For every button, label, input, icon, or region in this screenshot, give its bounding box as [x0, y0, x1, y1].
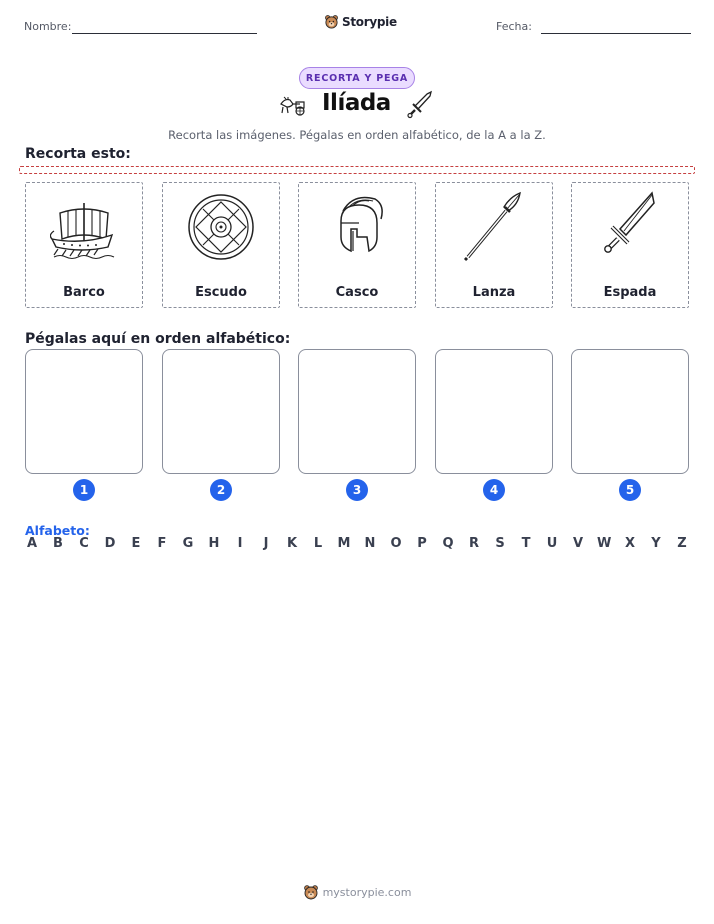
- spear-icon: [460, 191, 528, 263]
- bear-mascot-icon: [324, 14, 339, 29]
- card-escudo[interactable]: [162, 182, 280, 308]
- alphabet-letter: N: [364, 536, 376, 551]
- paste-box-3[interactable]: [298, 349, 416, 474]
- cut-line: [19, 166, 695, 174]
- alphabet-letter: M: [337, 536, 351, 551]
- alphabet-letter: B: [53, 536, 63, 551]
- alphabet-letter: G: [182, 536, 194, 551]
- paste-box-4[interactable]: [435, 349, 553, 474]
- brand-name: Storypie: [342, 14, 397, 29]
- alphabet-letter: P: [417, 536, 427, 551]
- date-line[interactable]: [541, 33, 691, 34]
- alphabet-letter: F: [157, 536, 167, 551]
- card-label: Escudo: [195, 285, 247, 300]
- alphabet-letter: V: [572, 536, 584, 551]
- name-label: Nombre:: [24, 20, 72, 33]
- brand-logo: [324, 14, 397, 29]
- sword-icon: [405, 90, 435, 122]
- card-label: Lanza: [472, 285, 516, 300]
- alphabet-title: Alfabeto:: [25, 523, 90, 538]
- alphabet-letter: E: [131, 536, 141, 551]
- activity-badge: RECORTA Y PEGA: [299, 67, 415, 89]
- date-label: Fecha:: [496, 20, 532, 33]
- alphabet-letter: K: [286, 536, 298, 551]
- sword-icon: [596, 191, 664, 263]
- card-espada[interactable]: [571, 182, 689, 308]
- card-lanza[interactable]: [435, 182, 553, 308]
- footer: [0, 884, 714, 900]
- alphabet-letter: C: [79, 536, 89, 551]
- alphabet-letter: O: [390, 536, 402, 551]
- card-label: Casco: [335, 285, 379, 300]
- alphabet-letter: Z: [677, 536, 687, 551]
- alphabet-letter: Q: [442, 536, 454, 551]
- alphabet-letter: R: [468, 536, 479, 551]
- alphabet-letter: X: [624, 536, 636, 551]
- paste-box-1[interactable]: [25, 349, 143, 474]
- number-badge-5: 5: [619, 479, 641, 501]
- footer-site[interactable]: mystorypie.com: [322, 885, 412, 899]
- bear-mascot-icon: [303, 884, 319, 900]
- chariot-icon: [278, 96, 308, 116]
- alphabet-letter: J: [263, 536, 269, 551]
- page-title: Ilíada: [322, 90, 391, 116]
- name-line[interactable]: [72, 33, 257, 34]
- alphabet-letter: W: [597, 536, 612, 551]
- alphabet-letter: Y: [651, 536, 661, 551]
- alphabet-row: [25, 536, 689, 551]
- alphabet-letter: T: [521, 536, 531, 551]
- card-label: Barco: [63, 285, 105, 300]
- number-badge-4: 4: [483, 479, 505, 501]
- alphabet-letter: D: [104, 536, 116, 551]
- instructions: Recorta las imágenes. Pégalas en orden alfabético, de la A a la Z.: [168, 128, 546, 142]
- title-row: [0, 90, 714, 124]
- card-casco[interactable]: [298, 182, 416, 308]
- alphabet-letter: L: [313, 536, 323, 551]
- card-barco[interactable]: [25, 182, 143, 308]
- number-badge-1: 1: [73, 479, 95, 501]
- alphabet-letter: H: [208, 536, 220, 551]
- paste-box-2[interactable]: [162, 349, 280, 474]
- ship-icon: [50, 191, 118, 263]
- alphabet-letter: S: [495, 536, 505, 551]
- number-badge-2: 2: [210, 479, 232, 501]
- alphabet-letter: U: [546, 536, 558, 551]
- paste-box-5[interactable]: [571, 349, 689, 474]
- paste-section-title: Pégalas aquí en orden alfabético:: [25, 331, 291, 347]
- cut-section-title: Recorta esto:: [25, 146, 131, 162]
- shield-icon: [187, 191, 255, 263]
- alphabet-letter: A: [26, 536, 38, 551]
- alphabet-letter: I: [237, 536, 243, 551]
- helmet-icon: [323, 191, 391, 263]
- card-label: Espada: [603, 285, 657, 300]
- number-badge-3: 3: [346, 479, 368, 501]
